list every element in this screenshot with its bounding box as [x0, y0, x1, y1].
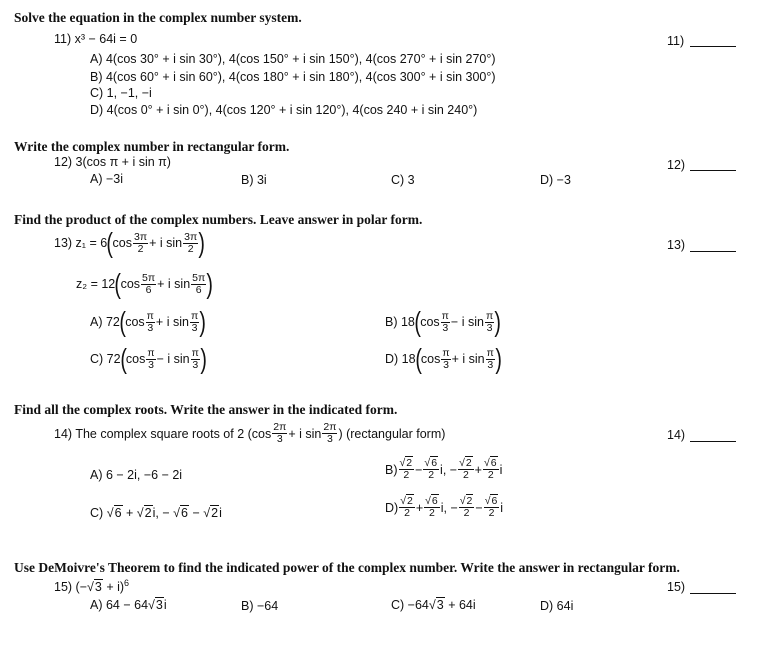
- q14-option-c[interactable]: C) √ 6 + √ 2 i , − √ 6 − √ 2 i: [90, 506, 222, 520]
- q12-option-c[interactable]: C) 3: [391, 173, 415, 187]
- q13-option-d[interactable]: D) 18 ( cos $\frac{\pi}{3}$ + i sin $\frac{\pi}{3}$ ): [385, 343, 502, 374]
- question-15-number: 15): [667, 580, 686, 594]
- answer-line-13[interactable]: [690, 251, 736, 252]
- answer-line-11[interactable]: [690, 46, 736, 47]
- fraction: $\frac{3\pi}{2}$: [134, 230, 148, 255]
- q14-option-a[interactable]: A) 6 − 2i, −6 − 2i: [90, 468, 183, 482]
- question-15-stem: 15) $(-√3 + i)^6$: [54, 578, 130, 595]
- q15-option-c[interactable]: C) −64√3 + 64i: [391, 598, 476, 612]
- section-heading-4: Find all the complex roots. Write the answer in the indicated form.: [14, 402, 398, 417]
- right-paren: ): [206, 268, 214, 299]
- answer-line-14[interactable]: [690, 441, 736, 442]
- fraction: $\frac{5\pi}{6}$: [142, 271, 156, 296]
- left-paren: (: [106, 227, 114, 258]
- answer-line-12[interactable]: [690, 170, 736, 171]
- section-heading-3: Find the product of the complex numbers. Leave answer in polar form.: [14, 212, 423, 227]
- fraction: $\frac{3\pi}{2}$: [184, 230, 198, 255]
- section-heading-1: Solve the equation in the complex number system.: [14, 10, 302, 25]
- q11-option-a[interactable]: A) 4(cos 30° + i sin 30°), 4(cos 150° + i sin 150°), 4(cos 270° + i sin 270°): [90, 52, 496, 66]
- question-12-number: 12): [667, 158, 686, 172]
- q11-option-b[interactable]: B) 4(cos 60° + i sin 60°), 4(cos 180° + i sin 180°), 4(cos 300° + i sin 300°): [90, 70, 496, 84]
- q11-option-c[interactable]: C) 1, −1, −i: [90, 86, 152, 100]
- section-heading-2: Write the complex number in rectangular form.: [14, 139, 290, 154]
- question-11-number: 11): [667, 34, 685, 48]
- question-11-stem: 11) x³ − 64i = 0: [54, 32, 138, 46]
- q13-option-b[interactable]: B) 18 ( cos $\frac{\pi}{3}$ − i sin $\frac{\pi}{3}$ ): [385, 306, 502, 337]
- q15-option-a[interactable]: A) 64 − 64√3i: [90, 598, 167, 612]
- question-14-stem: 14) The complex square roots of 2 (cos $\frac{2\pi}{3}$ + i sin $\frac{2\pi}{3}$ ) (rectangular form): [54, 421, 446, 445]
- section-heading-5: Use DeMoivre's Theorem to find the indicated power of the complex number. Write the answer in rectangular form.: [14, 560, 680, 575]
- question-13-z2: z₂ = 12 ( cos $\frac{5\pi}{6}$ + i sin $\frac{5\pi}{6}$ ): [76, 268, 214, 299]
- left-paren: (: [114, 268, 122, 299]
- question-14-number: 14): [667, 428, 686, 442]
- q11-option-d[interactable]: D) 4(cos 0° + i sin 0°), 4(cos 120° + i sin 120°), 4(cos 240 + i sin 240°): [90, 103, 478, 117]
- q14-option-b[interactable]: B) $\frac{√2}{2}$ − $\frac{√6}{2}$ i , − $\frac{√2}{2}$ + $\frac{√6}{2}$ i: [385, 457, 503, 481]
- q15-option-b[interactable]: B) −64: [241, 599, 279, 613]
- q13-option-a[interactable]: A) 72 ( cos $\frac{\pi}{3}$ + i sin $\frac{\pi}{3}$ ): [90, 306, 207, 337]
- question-13-number: 13): [667, 238, 686, 252]
- right-paren: ): [198, 227, 206, 258]
- answer-line-15[interactable]: [690, 593, 736, 594]
- q14-option-d[interactable]: D) $\frac{√2}{2}$ + $\frac{√6}{2}$ i , − $\frac{√2}{2}$ − $\frac{√6}{2}$ i: [385, 495, 504, 519]
- question-13-z1: 13) z₁ = 6 ( cos $\frac{3\pi}{2}$ + i sin $\frac{3\pi}{2}$ ): [54, 227, 206, 258]
- q13-option-c[interactable]: C) 72 ( cos $\frac{\pi}{3}$ − i sin $\frac{\pi}{3}$ ): [90, 343, 207, 374]
- q15-option-d[interactable]: D) 64i: [540, 599, 574, 613]
- q12-option-b[interactable]: B) 3i: [241, 173, 267, 187]
- fraction: $\frac{5\pi}{6}$: [192, 271, 206, 296]
- question-12-stem: 12) 3(cos π + i sin π): [54, 155, 171, 169]
- q12-option-d[interactable]: D) −3: [540, 173, 571, 187]
- q12-option-a[interactable]: A) −3i: [90, 172, 124, 186]
